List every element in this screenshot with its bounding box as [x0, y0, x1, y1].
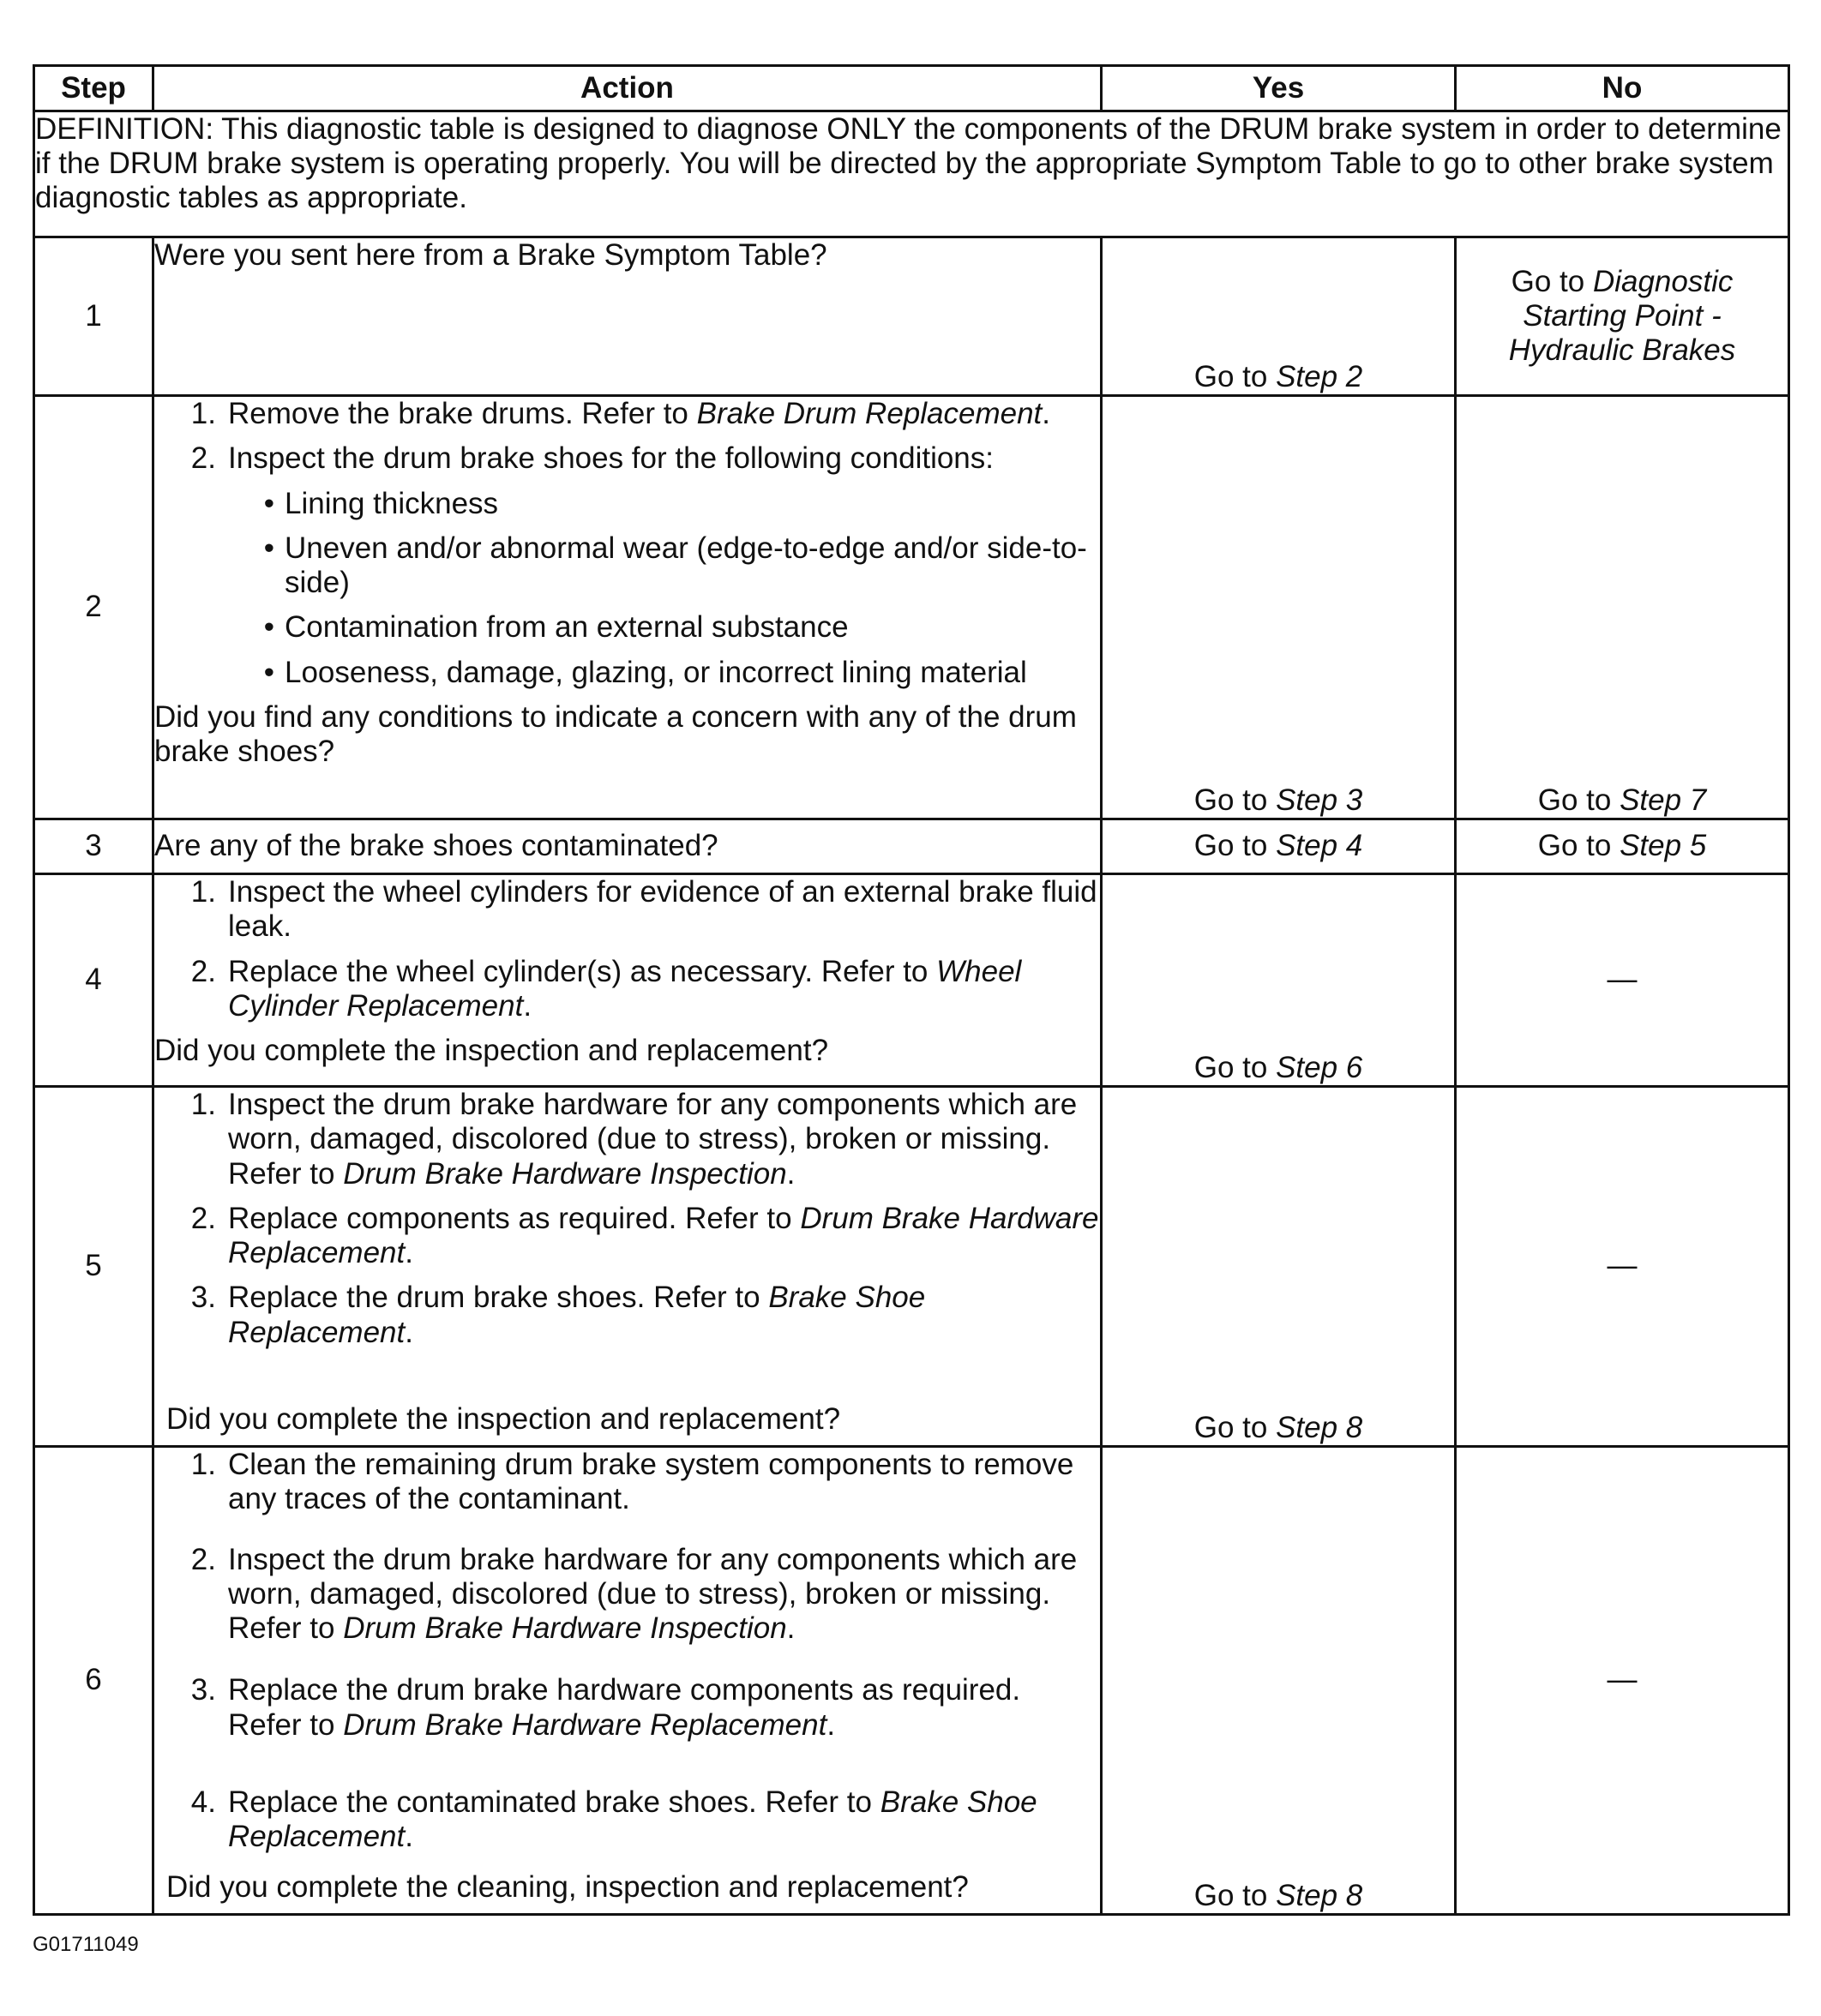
no-cell: Go to Step 7	[1456, 396, 1789, 819]
step-reference: Step 3	[1276, 783, 1363, 817]
action-list	[154, 1448, 1100, 1854]
no-cell: —	[1456, 874, 1789, 1087]
step-number: 6	[34, 1447, 153, 1915]
procedure-reference: Drum Brake Hardware Replacement	[228, 1201, 1099, 1269]
action-cell	[153, 1447, 1102, 1915]
yes-cell: Go to Step 2	[1102, 237, 1456, 396]
question-text: Were you sent here from a Brake Symptom Table?	[154, 238, 827, 272]
action-cell	[153, 874, 1102, 1087]
question-text: Did you complete the inspection and replacement?	[154, 1034, 829, 1067]
list-item: 1. Remove the brake drums. Refer to Brake Drum Replacement.	[190, 397, 1051, 430]
figure-code: G01711049	[33, 1933, 139, 1956]
table-row	[34, 874, 1789, 1087]
no-cell: Go to Step 5	[1456, 819, 1789, 874]
yes-cell: Go to Step 8	[1102, 1447, 1456, 1915]
step-reference: Step 2	[1276, 359, 1363, 393]
table-row	[34, 1447, 1789, 1915]
procedure-reference: Brake Shoe Replacement	[228, 1785, 1037, 1853]
list-item: 1. Inspect the drum brake hardware for any components which are worn, damaged, discolored (due to stress), broken or missing. Refer to Drum Brake Hardware Inspection.	[190, 1088, 1078, 1191]
question-text: Did you complete the cleaning, inspection and replacement?	[166, 1869, 969, 1904]
list-item: • Lining thickness	[263, 486, 499, 520]
step-number: 1	[34, 237, 153, 396]
question-text: Did you complete the inspection and replacement?	[166, 1401, 841, 1436]
step-number: 2	[34, 396, 153, 819]
diagnostic-table	[33, 64, 1790, 1916]
step-reference: Step 6	[1276, 1050, 1363, 1084]
step-reference: Step 8	[1276, 1878, 1363, 1912]
diagnostic-document	[33, 64, 1788, 1913]
procedure-reference: Brake Shoe Replacement	[228, 1281, 926, 1349]
step-reference: Step 8	[1276, 1410, 1363, 1444]
list-item: 1. Clean the remaining drum brake system components to remove any traces of the contaminant.	[190, 1448, 1074, 1516]
procedure-reference: Brake Drum Replacement	[696, 397, 1043, 430]
list-item: 3. Replace the drum brake shoes. Refer to Brake Shoe Replacement.	[190, 1281, 926, 1349]
list-item: 2. Inspect the drum brake hardware for any components which are worn, damaged, discolored (due to stress), broken or missing. Refer to Drum Brake Hardware Inspection.	[190, 1542, 1078, 1645]
action-list	[154, 875, 1100, 1023]
action-list	[154, 397, 1100, 477]
list-item: 4. Replace the contaminated brake shoes. Refer to Brake Shoe Replacement.	[190, 1785, 1037, 1853]
list-item: 2. Replace the wheel cylinder(s) as necessary. Refer to Wheel Cylinder Replacement.	[190, 954, 1022, 1023]
step-reference: Step 5	[1620, 829, 1707, 863]
list-item: • Contamination from an external substance	[263, 610, 849, 645]
list-item: 2. Replace components as required. Refer to Drum Brake Hardware Replacement.	[190, 1201, 1099, 1269]
table-row	[34, 237, 1789, 396]
yes-cell: Go to Step 4	[1102, 819, 1456, 874]
question-text: Did you find any conditions to indicate a concern with any of the drum brake shoes?	[154, 699, 1077, 768]
question-text: Are any of the brake shoes contaminated?	[153, 819, 1102, 874]
definition-text: DEFINITION: This diagnostic table is designed to diagnose ONLY the components of the DRUM brake system in order to determine if the DRUM brake system is operating properly. You will be directed by the appropriate Symptom Table to go to other brake system diagnostic tables as appropriate.	[34, 111, 1789, 237]
action-cell	[153, 396, 1102, 819]
step-reference: Step 4	[1276, 829, 1363, 863]
step-number: 3	[34, 819, 153, 874]
procedure-reference: Diagnostic Starting Point - Hydraulic Brakes	[1508, 264, 1736, 368]
step-reference: Step 7	[1620, 783, 1707, 817]
list-item: 3. Replace the drum brake hardware components as required. Refer to Drum Brake Hardware Replacement.	[190, 1673, 1021, 1742]
step-number: 5	[34, 1087, 153, 1447]
procedure-reference: Drum Brake Hardware Inspection	[343, 1156, 787, 1191]
yes-cell: Go to Step 6	[1102, 874, 1456, 1087]
procedure-reference: Drum Brake Hardware Replacement	[343, 1707, 827, 1742]
header-yes: Yes	[1102, 66, 1456, 111]
table-row	[34, 396, 1789, 819]
table-row	[34, 819, 1789, 874]
yes-cell: Go to Step 3	[1102, 396, 1456, 819]
no-cell: —	[1456, 1087, 1789, 1447]
yes-cell: Go to Step 8	[1102, 1087, 1456, 1447]
table-row	[34, 1087, 1789, 1447]
header-step: Step	[34, 66, 153, 111]
no-cell: Go to Diagnostic Starting Point - Hydraulic Brakes	[1456, 237, 1789, 396]
list-item: 2. Inspect the drum brake shoes for the following conditions:	[190, 441, 994, 476]
procedure-reference: Drum Brake Hardware Inspection	[343, 1611, 787, 1645]
definition-row	[34, 111, 1789, 237]
action-cell	[153, 1087, 1102, 1447]
header-row	[34, 66, 1789, 111]
header-action: Action	[153, 66, 1102, 111]
list-item: 1. Inspect the wheel cylinders for evidence of an external brake fluid leak.	[190, 875, 1097, 944]
procedure-reference: Wheel Cylinder Replacement	[228, 954, 1022, 1023]
action-cell	[153, 237, 1102, 396]
list-item: • Uneven and/or abnormal wear (edge-to-edge and/or side-to-side)	[263, 531, 1087, 599]
list-item: • Looseness, damage, glazing, or incorrect lining material	[263, 655, 1027, 689]
header-no: No	[1456, 66, 1789, 111]
action-list	[154, 1088, 1100, 1350]
step-number: 4	[34, 874, 153, 1087]
no-cell: —	[1456, 1447, 1789, 1915]
condition-list	[154, 487, 1100, 690]
